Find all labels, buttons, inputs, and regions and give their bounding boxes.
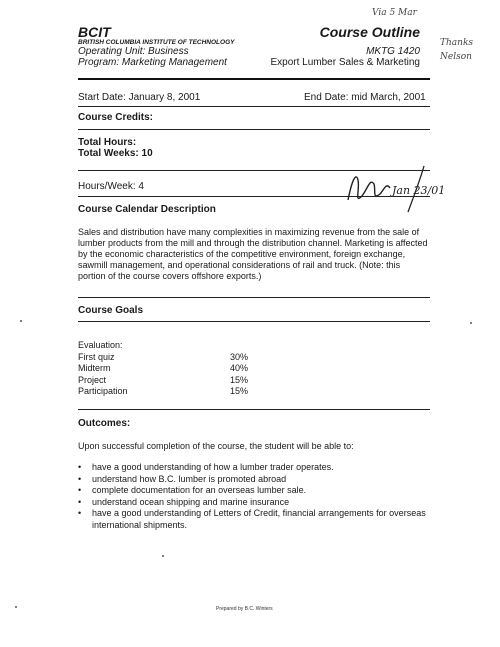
evaluation-label: Evaluation: bbox=[78, 340, 123, 350]
bullet-icon: • bbox=[78, 485, 82, 495]
outcome-text: have a good understanding of how a lumber trader operates. bbox=[92, 462, 334, 472]
scan-speck bbox=[15, 606, 17, 608]
course-code: MKTG 1420 bbox=[366, 46, 420, 57]
list-item bbox=[78, 462, 438, 474]
list-item bbox=[78, 508, 438, 531]
evaluation-item-percent: 15% bbox=[229, 374, 248, 385]
header-rule bbox=[78, 78, 430, 80]
bullet-icon: • bbox=[78, 473, 82, 484]
outcome-text: complete documentation for an overseas lumber sale. bbox=[92, 485, 307, 495]
evaluation-item-percent: 15% bbox=[229, 386, 248, 396]
outcome-text: have a good understanding of Letters of Credit, financial arrangements for overseas international shipments. bbox=[92, 508, 426, 530]
goals-heading: Course Goals bbox=[78, 305, 144, 316]
scan-speck bbox=[162, 555, 164, 557]
outcomes-heading: Outcomes: bbox=[78, 418, 131, 429]
evaluation-item-name: First quiz bbox=[78, 351, 115, 362]
handwritten-date: Jan 23/01 bbox=[392, 184, 446, 197]
evaluation-item-percent: 30% bbox=[229, 351, 248, 362]
list-item bbox=[78, 497, 438, 509]
total-hours: Total Hours: bbox=[78, 137, 137, 148]
list-item bbox=[78, 474, 438, 486]
operating-unit: Operating Unit: Business bbox=[78, 46, 189, 57]
handwritten-margin-note-2: Nelson bbox=[440, 52, 472, 62]
handwritten-top-note: Via 5 Mar bbox=[372, 8, 417, 18]
outcomes-list bbox=[78, 462, 438, 531]
dates-rule bbox=[78, 106, 430, 107]
description-heading: Course Calendar Description bbox=[78, 204, 216, 215]
document-title: Course Outline bbox=[319, 24, 420, 40]
evaluation-row bbox=[78, 363, 248, 375]
scan-speck bbox=[470, 322, 472, 324]
credits-rule bbox=[78, 129, 430, 130]
end-date: End Date: mid March, 2001 bbox=[304, 92, 426, 103]
goals-rule bbox=[78, 321, 430, 322]
evaluation-item-name: Participation bbox=[78, 386, 128, 396]
org-short-name: BCIT bbox=[78, 24, 111, 40]
hours-per-week: Hours/Week: 4 bbox=[78, 181, 144, 192]
outcome-text: understand ocean shipping and marine insurance bbox=[92, 496, 290, 507]
evaluation-item-name: Project bbox=[78, 374, 107, 385]
evaluation-rule bbox=[78, 409, 430, 410]
program-name: Program: Marketing Management bbox=[78, 57, 227, 68]
handwritten-margin-note-1: Thanks bbox=[440, 38, 474, 48]
course-name: Export Lumber Sales & Marketing bbox=[270, 57, 420, 68]
description-text: Sales and distribution have many complexities in maximizing revenue from the sale of lumber products from the mill and through the distribution channel. Marketing is affected by the economic characteristics of the competitive environment, foreign exchange, sawmill management, and operational considerations of rail and truck. (Note: this portion of the course covers offshore exports.) bbox=[78, 227, 428, 281]
start-date: Start Date: January 8, 2001 bbox=[78, 92, 201, 103]
description-rule bbox=[78, 297, 430, 298]
hours-rule bbox=[78, 196, 430, 197]
list-item bbox=[78, 485, 438, 497]
scan-speck bbox=[20, 320, 22, 322]
evaluation-item-percent: 40% bbox=[229, 363, 248, 373]
bullet-icon: • bbox=[78, 508, 82, 518]
outcomes-intro: Upon successful completion of the course, the student will be able to: bbox=[78, 441, 354, 451]
evaluation-block bbox=[78, 340, 248, 398]
bullet-icon: • bbox=[78, 496, 82, 507]
evaluation-row bbox=[78, 386, 248, 398]
outcome-text: understand how B.C. lumber is promoted abroad bbox=[92, 473, 287, 484]
evaluation-row bbox=[78, 375, 248, 387]
org-full-name: BRITISH COLUMBIA INSTITUTE OF TECHNOLOGY bbox=[78, 39, 235, 46]
footer-text: Prepared by B.C. Winters bbox=[216, 606, 273, 612]
evaluation-item-name: Midterm bbox=[78, 363, 111, 373]
evaluation-row bbox=[78, 352, 248, 364]
course-credits-label: Course Credits: bbox=[78, 112, 154, 123]
total-weeks: Total Weeks: 10 bbox=[78, 148, 153, 159]
bullet-icon: • bbox=[78, 462, 82, 472]
